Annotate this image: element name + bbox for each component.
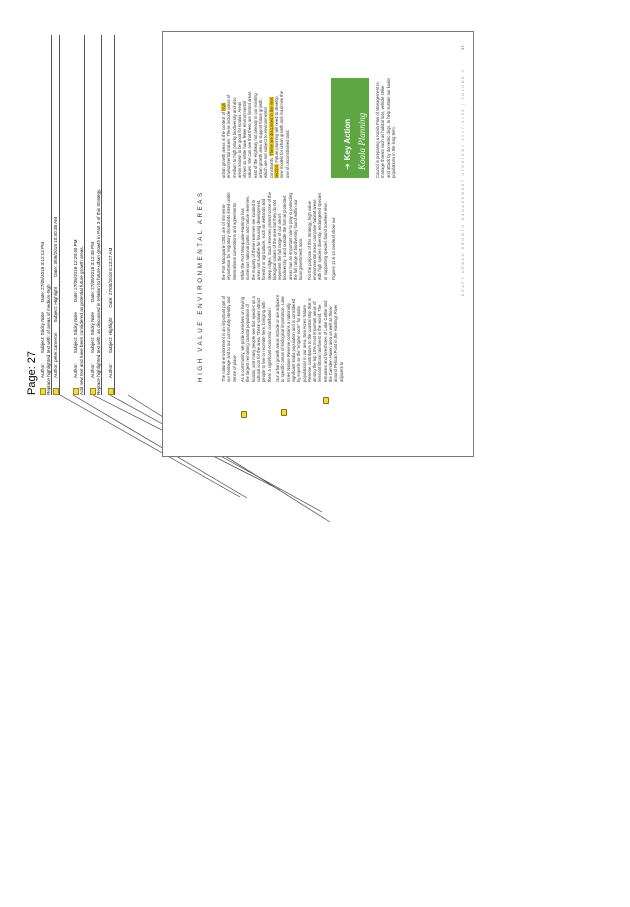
annotations-summary-panel: [26, 0, 140, 395]
annotation-item[interactable]: Author:Subject: Sticky NoteDate: 27/05/2018 3:12:13 PM Replace highlighted text with: of areas of medium-high: [40, 35, 52, 395]
sticky-note-icon[interactable]: [281, 409, 287, 416]
document-page: [162, 31, 474, 457]
highlight-icon: [53, 388, 59, 395]
annotation-text: Replace highlighted text with: of areas of medium-high: [46, 284, 51, 395]
annotation-item[interactable]: Author:Subject: HighlightDate: 27/05/2018 8:13:27 AM: [108, 35, 115, 395]
text-column-3: urban growth areas in the context of high environmental values. These include areas of medium to high priority biodiversity and also areas known to be good for koalas. Areas shown as white have fewer environmental values. We can see that there are limited areas east of the Highway not already in our existing urban growth area to support future growth, which are not subject to environmental constraints. These are discussed in the next section. Future planning will need to develop new models for urban growth and maximise the use of unconstrained land.: [221, 91, 290, 178]
page-label: Page: 27: [26, 350, 38, 395]
sticky-note-icon[interactable]: [323, 397, 329, 404]
highlighted-text[interactable]: high: [221, 102, 226, 111]
text-column-2: the Port Macquarie CBD, are of immense importance for migratory shorebirds listed under international conventions and agreements. While the Port Macquarie-Hastings has numerous national parks and nature reserves, the majority of these reserves are located in areas not suitable for housing development, forestry or agriculture, such as wetlands and steep ridges. Such reserves protect some of the biological values of the area but they do not represent the full range of our area's biodiversity. Land outside the formal protected areas has an important role to play in protecting the full range of biodiversity found within our local government area. For the purpose of this Strategy, high value environmental areas comprise habitat areas with high species diversity, endangered species or supporting species found nowhere else. Figures 11 & 12 overleaf show our: [221, 192, 337, 280]
annotation-item[interactable]: Author:Subject: Sticky NoteDate: 27/05/2018 3:12:48 PM Replace highlighted text with: as discussed in relation to future urban growth in Part 3 of this Strategy.: [90, 35, 102, 395]
annotation-item[interactable]: Author:Subject: Sticky NoteDate: 27/05/2018 12:28:40 PM Add new text and have been considered as potential future growth areas.: [73, 35, 85, 395]
annotation-text: Add new text and have been considered as potential future growth areas.: [79, 246, 84, 395]
page-footer: DRAFT URBAN GROWTH MANAGEMENT STRATEGY 2017-2036 | VOLUME 2: [461, 68, 465, 296]
highlight-icon: [108, 388, 114, 395]
arrow-right-icon: ➜: [343, 163, 352, 170]
highlighted-text[interactable]: These are discussed in the next section.: [268, 97, 279, 178]
annotation-text: Replace highlighted text with: as discussed in relation to future urban growth in Part 3 of this Strategy.: [96, 188, 101, 395]
sticky-note-icon[interactable]: [241, 411, 247, 418]
annotation-item[interactable]: Author: peter.cameronSubject: HighlightDate: 3/06/2018 10:40:38 AM: [53, 35, 60, 395]
key-action-text: Council is preparing a Koala Plan of Management to manage threats such as habitat loss, vehicle strike and attack by domestic dogs, to help sustain our koala populations in the long term.: [375, 78, 396, 178]
text-column-1: The natural environment is an important part of our heritage and to our community identity and sense of place. As a community, we pride ourselves on having the largest remaining coastal population of koalas, and many people see this species as a cultural icon for the area. These values attract people to live or recreate here, bringing with them a significant economic contribution. Our urban growth areas include or are adjacent to specific areas of biological importance. Lake Innes Nature Reserve contains a nationally significant koala population and is considered by experts as the "engine room" for koala populations in our area. Sea Acres Nature Reserve contributes to the coastal strip that is among the top 10% most important areas of remnant littoral rainforest in the world. The estuaries and foreshores of Lake Cathie and the Camden Haven area as well as those around Pelican Point in the Hastings River adjacent to: [221, 295, 344, 382]
key-action-box: ➜Key Action Koala Planning: [331, 78, 369, 178]
page-number: 27: [460, 45, 465, 50]
section-heading: HIGH VALUE ENVIRONMENTAL AREAS: [197, 190, 204, 382]
